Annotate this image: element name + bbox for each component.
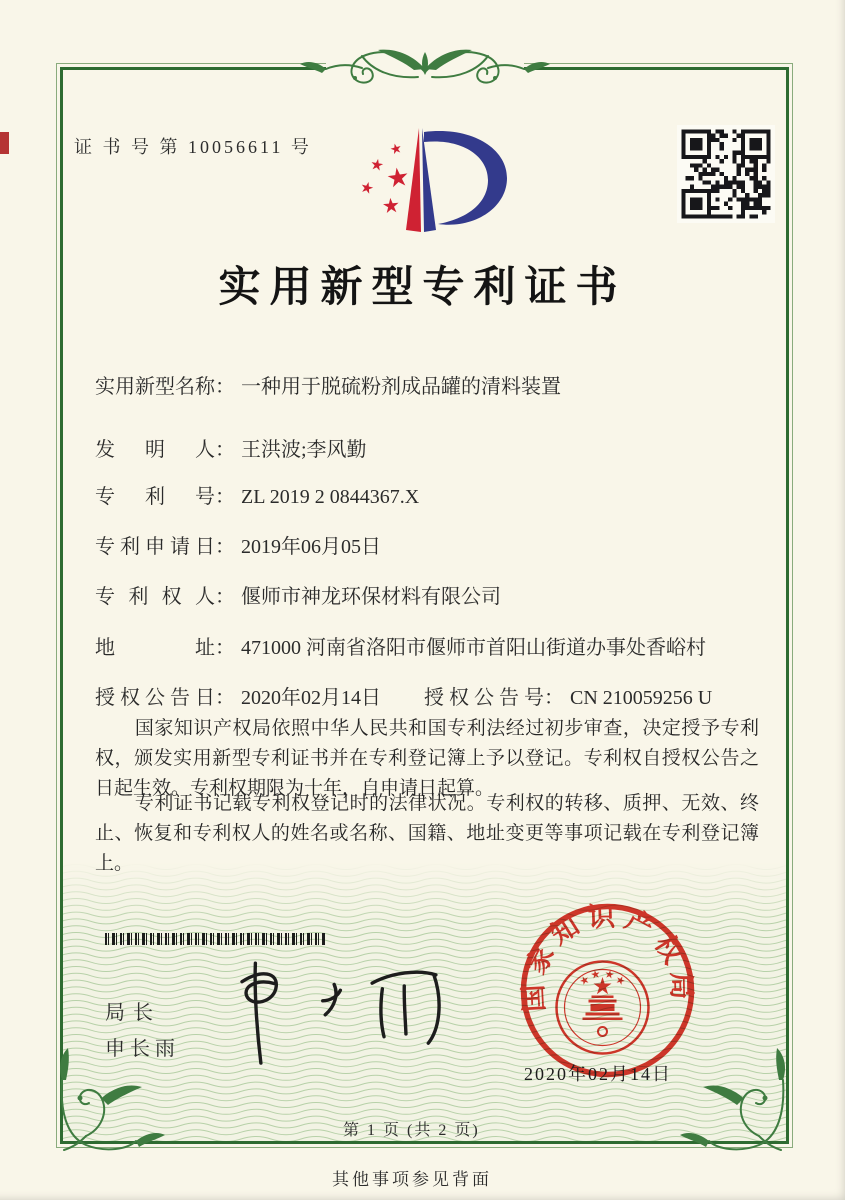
seal-agency-text: 国家知识产权局 — [517, 901, 697, 1013]
field-row-filing-date — [95, 530, 775, 559]
field-row-inventor — [95, 433, 775, 462]
back-note: 其他事项参见背面 — [332, 1170, 492, 1189]
label-colon: ： — [544, 687, 564, 709]
label-colon: ： — [215, 376, 235, 398]
legal-paragraph-1: 国家知识产权局依照中华人民共和国专利法经过初步审查，决定授予专利权，颁发实用新型专利证书并在专利登记簿上予以登记。专利权自授权公告之日起生效。专利权期限为十年，自申请日起算。 — [95, 718, 759, 799]
certificate-number: 证 书 号 第 10056611 号 — [74, 137, 312, 157]
field-value-patentee: 偃师市神龙环保材料有限公司 — [241, 586, 501, 608]
field-label: 实用新型名称 — [95, 376, 215, 398]
field-label: 地址 — [95, 637, 215, 659]
field-value-grant-date: 2020年02月14日 — [241, 687, 381, 709]
label-colon: ： — [215, 486, 235, 508]
label-colon: ： — [215, 536, 235, 558]
legal-paragraph-2: 专利证书记载专利权登记时的法律状况。专利权的转移、质押、无效、终止、恢复和专利权人的姓名或名称、国籍、地址变更等事项记载在专利登记簿上。 — [95, 793, 759, 874]
field-label: 授权公告日 — [95, 687, 215, 709]
field-value-patent-number: ZL 2019 2 0844367.X — [241, 486, 420, 508]
field-label: 专利号 — [95, 486, 215, 508]
director-signature — [233, 944, 462, 1072]
field-value-address: 471000 河南省洛阳市偃师市首阳山街道办事处香峪村 — [241, 637, 706, 659]
director-name: 申长雨 — [105, 1038, 180, 1060]
label-colon: ： — [215, 586, 235, 608]
label-colon: ： — [215, 637, 235, 659]
field-row-name — [95, 370, 775, 399]
field-row-patent-number — [95, 480, 775, 509]
field-value-name: 一种用于脱硫粉剂成品罐的清料装置 — [241, 376, 561, 398]
national-emblem — [557, 962, 649, 1054]
label-colon: ： — [215, 687, 235, 709]
field-label: 授权公告号 — [424, 687, 544, 709]
label-colon: ： — [215, 439, 235, 461]
barcode — [105, 933, 325, 945]
field-label: 发明人 — [95, 439, 215, 461]
cnipa-logo-icon — [346, 126, 521, 240]
field-value-inventor: 王洪波;李风勤 — [241, 439, 367, 461]
field-label: 专利申请日 — [95, 536, 215, 558]
seal-date: 2020年02月14日 — [524, 1064, 672, 1084]
red-edge-mark — [0, 132, 9, 154]
director-title: 局长 — [105, 1002, 161, 1024]
field-label: 专利权人 — [95, 586, 215, 608]
top-flourish-ornament — [292, 42, 558, 96]
field-value-grant-number: CN 210059256 U — [570, 687, 713, 709]
field-value-filing-date: 2019年06月05日 — [241, 536, 381, 558]
field-grant-publication-number — [424, 681, 712, 710]
field-row-patentee — [95, 580, 775, 609]
certificate-title: 实用新型专利证书 — [218, 265, 627, 311]
page-number: 第 1 页 (共 2 页) — [343, 1122, 480, 1139]
field-row-grant-date — [95, 681, 775, 710]
qr-code — [677, 125, 775, 223]
field-row-address — [95, 631, 775, 660]
